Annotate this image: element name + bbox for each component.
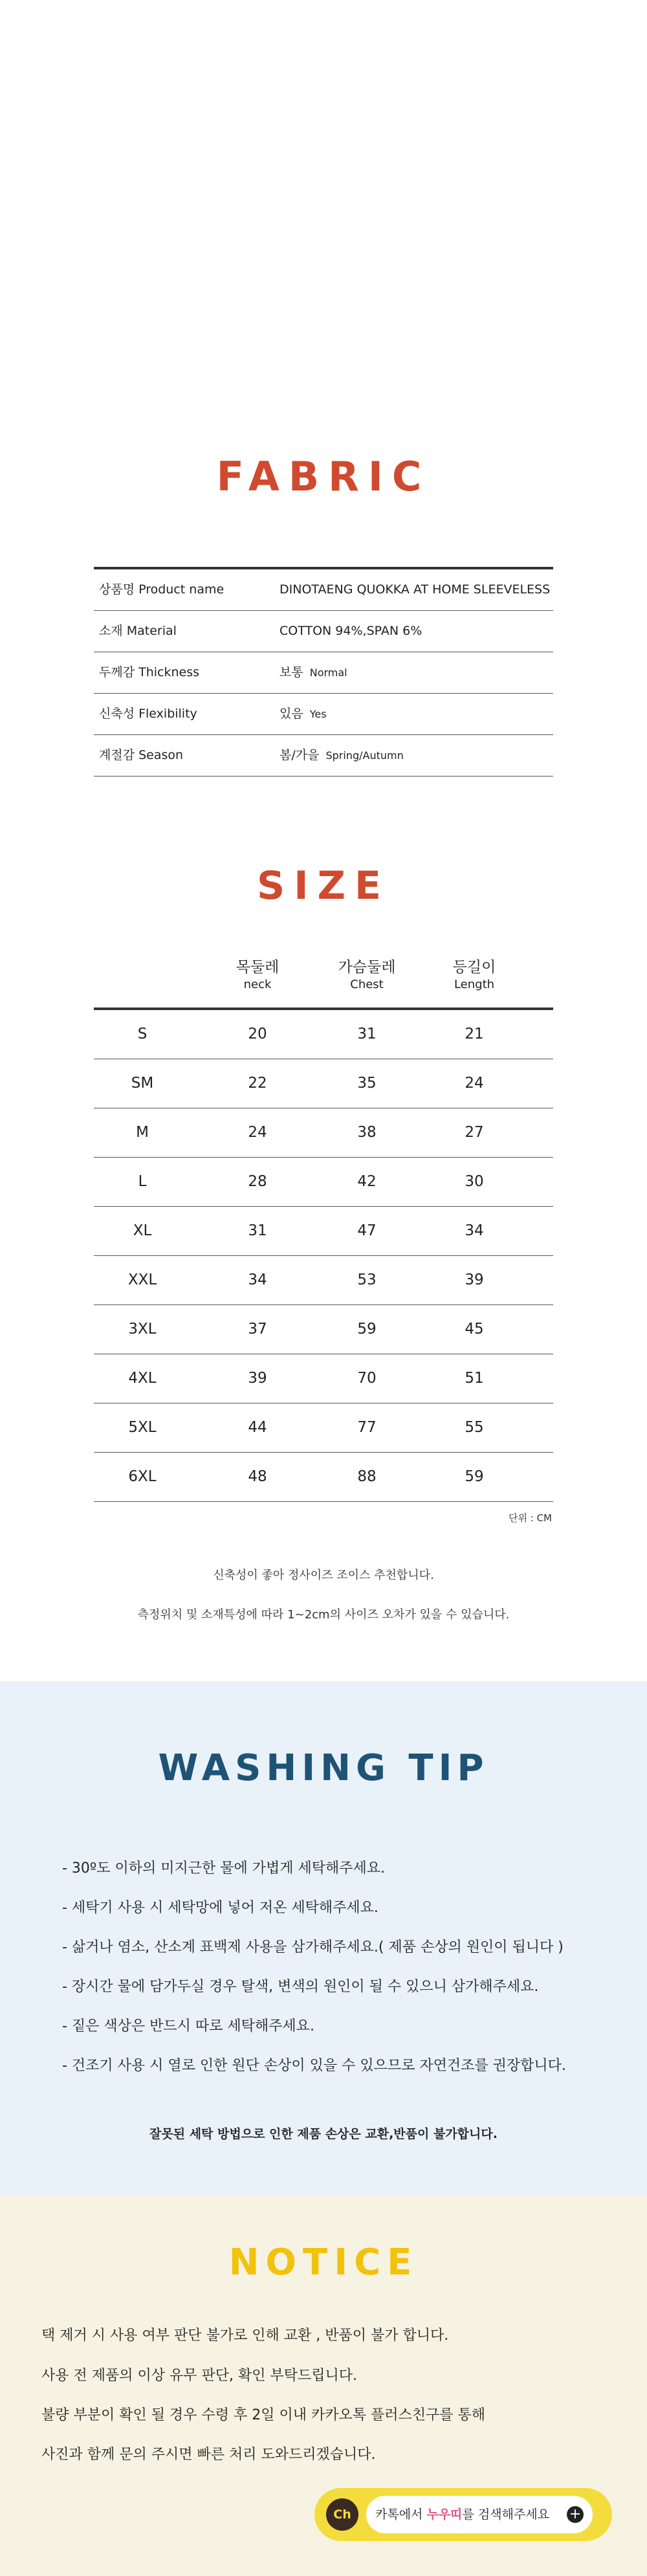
fabric-row-season bbox=[94, 735, 553, 776]
washing-item: - 30º도 이하의 미지근한 물에 가볍게 세탁해주세요. bbox=[62, 1860, 386, 1877]
fabric-label: 계절감 Season bbox=[99, 748, 184, 762]
size-header-length: 등길이 Length bbox=[452, 959, 496, 991]
kakao-channel-icon: Ch bbox=[326, 2498, 358, 2531]
kakao-search-banner[interactable] bbox=[314, 2488, 612, 2541]
fabric-value: 봄/가을 Spring/Autumn bbox=[280, 748, 404, 762]
washing-item: - 장시간 물에 담가두실 경우 탈색, 변색의 원인이 될 수 있으니 삼가해주세요. bbox=[62, 1979, 539, 1995]
size-row: XXL 34 53 39 bbox=[94, 1256, 553, 1305]
fabric-label: 소재 Material bbox=[99, 624, 177, 638]
size-row: 6XL 48 88 59 bbox=[94, 1453, 553, 1502]
washing-item: - 건조기 사용 시 열로 인한 원단 손상이 있을 수 있으므로 자연건조를 권장합니다. bbox=[62, 2058, 566, 2074]
size-title: SIZE bbox=[256, 863, 391, 908]
fabric-label: 신축성 Flexibility bbox=[99, 707, 197, 721]
fabric-value: DINOTAENG QUOKKA AT HOME SLEEVELESS bbox=[280, 582, 551, 597]
washing-item: - 세탁기 사용 시 세탁망에 넣어 저온 세탁해주세요. bbox=[62, 1900, 378, 1916]
fabric-row-flexibility bbox=[94, 694, 553, 735]
notice-line: 불량 부분이 확인 될 경우 수령 후 2일 이내 카카오톡 플러스친구를 통해 bbox=[41, 2407, 485, 2423]
size-unit: 단위 : CM bbox=[509, 1512, 552, 1524]
kakao-search-box[interactable] bbox=[366, 2496, 593, 2533]
fabric-row-product-name bbox=[94, 569, 553, 611]
notice-line: 택 제거 시 사용 여부 판단 불가로 인해 교환 , 반품이 불가 합니다. bbox=[41, 2328, 449, 2344]
size-row: 4XL 39 70 51 bbox=[94, 1354, 553, 1404]
washing-item: - 짙은 색상은 반드시 따로 세탁해주세요. bbox=[62, 2018, 314, 2034]
washing-title: WASHING TIP bbox=[158, 1747, 489, 1789]
size-row: M 24 38 27 bbox=[94, 1108, 553, 1158]
washing-list bbox=[62, 1856, 566, 2093]
fabric-row-thickness bbox=[94, 652, 553, 694]
fabric-label: 두께감 Thickness bbox=[99, 665, 200, 679]
kakao-search-text: 카톡에서 누우띠를 검색해주세요 bbox=[375, 2507, 550, 2522]
washing-item: - 삶거나 염소, 산소계 표백제 사용을 삼가해주세요.( 제품 손상의 원인이 됩니다 ) bbox=[62, 1939, 564, 1955]
notice-line: 사용 전 제품의 이상 유무 판단, 확인 부탁드립니다. bbox=[41, 2368, 357, 2384]
fabric-value: 보통 Normal bbox=[280, 665, 347, 679]
size-row: XL 31 47 34 bbox=[94, 1207, 553, 1256]
fabric-title: FABRIC bbox=[216, 453, 431, 500]
fabric-row-material bbox=[94, 611, 553, 652]
fabric-value: COTTON 94%,SPAN 6% bbox=[280, 624, 422, 638]
fabric-label: 상품명 Product name bbox=[99, 582, 225, 597]
size-header-neck: 목둘레 neck bbox=[236, 959, 280, 991]
size-row: S 20 31 21 bbox=[94, 1010, 553, 1059]
size-table bbox=[94, 1007, 553, 1502]
plus-icon[interactable]: + bbox=[567, 2506, 584, 2523]
size-header-chest: 가슴둘레 Chest bbox=[338, 959, 396, 991]
size-note-tolerance: 측정위치 및 소재특성에 따라 1~2cm의 사이즈 오차가 있을 수 있습니다. bbox=[137, 1608, 510, 1622]
fabric-value: 있음 Yes bbox=[280, 707, 327, 721]
fabric-table bbox=[94, 567, 553, 776]
size-row: L 28 42 30 bbox=[94, 1158, 553, 1207]
washing-warning: 잘못된 세탁 방법으로 인한 제품 손상은 교환,반품이 불가합니다. bbox=[149, 2127, 498, 2141]
notice-title: NOTICE bbox=[228, 2241, 419, 2284]
size-row: 3XL 37 59 45 bbox=[94, 1305, 553, 1354]
notice-line: 사진과 함께 문의 주시면 빠른 처리 도와드리겠습니다. bbox=[41, 2447, 376, 2463]
size-note-fit: 신축성이 좋아 정사이즈 조이스 추천합니다. bbox=[213, 1569, 434, 1582]
size-row: SM 22 35 24 bbox=[94, 1059, 553, 1108]
size-row: 5XL 44 77 55 bbox=[94, 1404, 553, 1453]
